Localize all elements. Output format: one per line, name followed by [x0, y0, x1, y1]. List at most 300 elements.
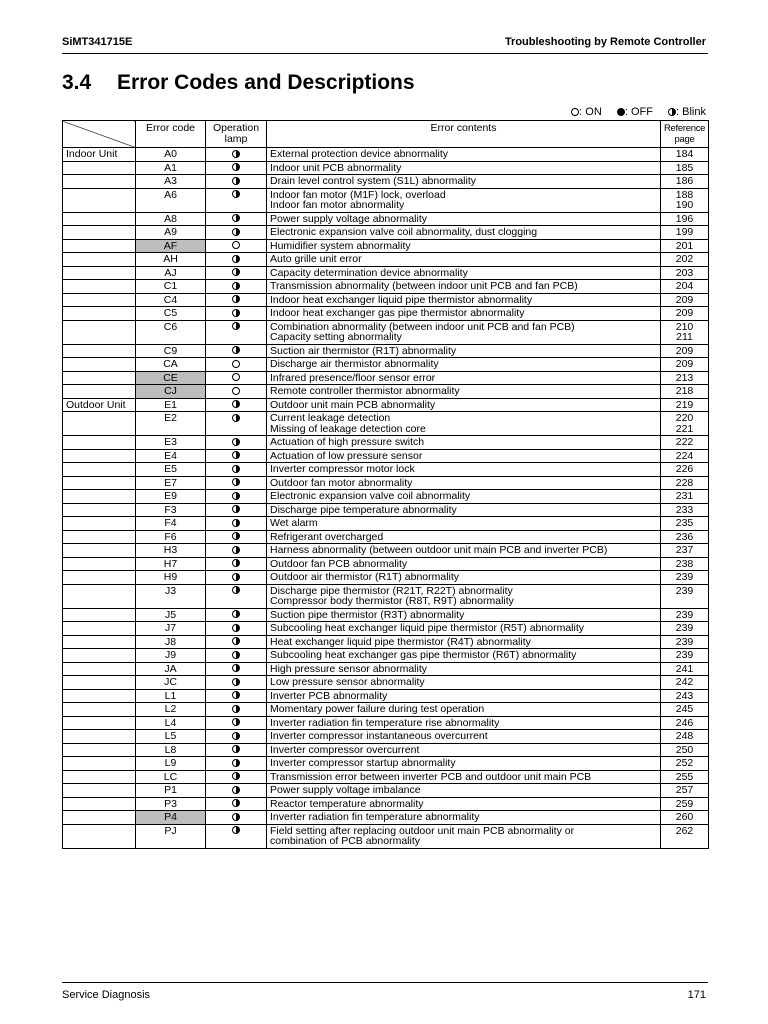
reference-page-number: 255: [675, 770, 694, 783]
error-description-line: High pressure sensor abnormality: [270, 662, 427, 675]
footer-rule: [62, 982, 708, 983]
unit-cell: [63, 175, 136, 189]
table-row: [63, 280, 709, 294]
reference-page-cell: [661, 743, 709, 757]
error-description-line: Power supply voltage imbalance: [270, 784, 421, 796]
lamp-on-icon: [232, 360, 240, 368]
unit-cell: Outdoor Unit: [63, 398, 136, 412]
error-description-line: Inverter radiation fin temperature abnormality: [270, 811, 480, 823]
lamp-blink-icon: [232, 759, 240, 767]
table-header-row: [63, 121, 709, 148]
lamp-cell: [206, 253, 267, 267]
lamp-on-icon: [571, 108, 579, 116]
table-row: [63, 490, 709, 504]
unit-cell: [63, 730, 136, 744]
unit-cell: [63, 490, 136, 504]
reference-page-number: 185: [675, 161, 694, 174]
error-description-line: Inverter PCB abnormality: [270, 689, 388, 702]
lamp-cell: [206, 689, 267, 703]
reference-page-number: 248: [675, 730, 694, 742]
error-description-line: Drain level control system (S1L) abnormality: [270, 175, 476, 187]
lamp-cell: [206, 517, 267, 531]
unit-cell: [63, 676, 136, 690]
table-row: [63, 476, 709, 490]
table-row: [63, 649, 709, 663]
reference-page-cell: [661, 811, 709, 825]
error-contents-cell: [267, 824, 661, 848]
reference-page-cell: [661, 385, 709, 399]
lamp-blink-icon: [232, 451, 240, 459]
lamp-blink-icon: [232, 150, 240, 158]
unit-cell: [63, 824, 136, 848]
error-contents-cell: [267, 344, 661, 358]
lamp-blink-icon: [668, 108, 676, 116]
unit-cell: [63, 344, 136, 358]
lamp-cell: [206, 212, 267, 226]
error-description-line: Indoor fan motor abnormality: [270, 199, 405, 211]
table-row: [63, 824, 709, 848]
unit-cell: [63, 635, 136, 649]
reference-page-cell: [661, 371, 709, 385]
table-row: [63, 266, 709, 280]
reference-page-cell: [661, 490, 709, 504]
unit-cell: [63, 226, 136, 240]
error-description-line: Indoor fan motor (M1F) lock, overload: [270, 188, 446, 201]
reference-page-cell: [661, 716, 709, 730]
error-code-cell: JC: [136, 676, 206, 690]
error-code-cell: H7: [136, 557, 206, 571]
error-contents-cell: [267, 307, 661, 321]
error-description-line: Electronic expansion valve coil abnormality, dust clogging: [270, 226, 538, 238]
reference-page-cell: [661, 344, 709, 358]
unit-cell: [63, 797, 136, 811]
error-contents-cell: [267, 770, 661, 784]
error-contents-cell: [267, 557, 661, 571]
reference-page-number: 220: [675, 412, 694, 424]
error-code-cell: F4: [136, 517, 206, 531]
reference-page-number: 209: [675, 293, 694, 306]
error-code-cell: H3: [136, 544, 206, 558]
error-description-line: Suction pipe thermistor (R3T) abnormality: [270, 608, 465, 621]
table-row: [63, 188, 709, 212]
lamp-cell: [206, 716, 267, 730]
unit-cell: [63, 571, 136, 585]
error-description-line: Indoor heat exchanger gas pipe thermistor abnormality: [270, 307, 525, 319]
lamp-cell: [206, 557, 267, 571]
error-contents-cell: [267, 161, 661, 175]
reference-page-cell: [661, 703, 709, 717]
unit-cell: [63, 503, 136, 517]
lamp-on-icon: [232, 373, 240, 381]
table-row: [63, 358, 709, 372]
error-code-cell: P4: [136, 811, 206, 825]
error-description-line: Inverter compressor instantaneous overcurrent: [270, 730, 488, 742]
table-row: [63, 398, 709, 412]
doc-id: SiMT341715E: [62, 36, 133, 48]
lamp-blink-icon: [232, 532, 240, 540]
table-row: [63, 436, 709, 450]
error-description-line: Actuation of high pressure switch: [270, 436, 425, 448]
header-error-contents: Error contents: [267, 121, 661, 148]
lamp-cell: [206, 358, 267, 372]
table-row: [63, 239, 709, 253]
error-description-line: Suction air thermistor (R1T) abnormality: [270, 344, 457, 357]
error-code-cell: L8: [136, 743, 206, 757]
error-description-line: Outdoor fan motor abnormality: [270, 476, 413, 489]
lamp-blink-icon: [232, 228, 240, 236]
error-code-cell: E2: [136, 412, 206, 436]
error-contents-cell: [267, 757, 661, 771]
lamp-blink-icon: [232, 678, 240, 686]
error-code-cell: J5: [136, 608, 206, 622]
table-row: [63, 371, 709, 385]
reference-page-number: 239: [675, 584, 694, 597]
table-row: [63, 784, 709, 798]
table-row: [63, 385, 709, 399]
lamp-blink-icon: [232, 400, 240, 408]
lamp-blink-icon: [232, 268, 240, 276]
error-description-line: Subcooling heat exchanger gas pipe thermistor (R6T) abnormality: [270, 649, 577, 661]
reference-page-cell: [661, 557, 709, 571]
reference-page-cell: [661, 449, 709, 463]
lamp-blink-icon: [232, 624, 240, 632]
lamp-cell: [206, 784, 267, 798]
table-row: [63, 571, 709, 585]
error-code-cell: J3: [136, 584, 206, 608]
unit-cell: [63, 280, 136, 294]
lamp-blink-icon: [232, 705, 240, 713]
reference-page-number: 202: [675, 253, 694, 265]
reference-page-cell: [661, 584, 709, 608]
error-contents-cell: [267, 358, 661, 372]
reference-page-number: 239: [675, 635, 694, 648]
table-row: [63, 770, 709, 784]
header-error-code: Error code: [136, 121, 206, 148]
legend-off: : OFF: [624, 106, 653, 118]
lamp-cell: [206, 824, 267, 848]
error-code-cell: C5: [136, 307, 206, 321]
error-contents-cell: [267, 463, 661, 477]
error-description-line: Harness abnormality (between outdoor unit main PCB and inverter PCB): [270, 544, 608, 556]
reference-page-cell: [661, 293, 709, 307]
page-number: 171: [687, 989, 706, 1001]
reference-page-cell: [661, 436, 709, 450]
reference-page-number: 252: [675, 757, 694, 769]
table-row: [63, 212, 709, 226]
reference-page-number: 199: [675, 226, 694, 238]
header-rule: [62, 53, 708, 54]
lamp-cell: [206, 476, 267, 490]
lamp-blink-icon: [232, 651, 240, 659]
lamp-cell: [206, 770, 267, 784]
error-description-line: Inverter compressor overcurrent: [270, 743, 420, 756]
error-code-cell: E4: [136, 449, 206, 463]
lamp-blink-icon: [232, 190, 240, 198]
unit-cell: [63, 307, 136, 321]
lamp-cell: [206, 175, 267, 189]
page-title-text: Error Codes and Descriptions: [117, 71, 415, 94]
lamp-blink-icon: [232, 519, 240, 527]
lamp-blink-icon: [232, 322, 240, 330]
reference-page-cell: [661, 517, 709, 531]
unit-cell: [63, 161, 136, 175]
unit-cell: [63, 320, 136, 344]
error-contents-cell: [267, 635, 661, 649]
error-code-cell: J7: [136, 622, 206, 636]
reference-page-number: 243: [675, 689, 694, 702]
reference-page-number: 260: [675, 811, 694, 823]
reference-page-number: 245: [675, 703, 694, 715]
reference-page-number: 236: [675, 530, 694, 543]
error-code-cell: AF: [136, 239, 206, 253]
error-code-table: [62, 120, 709, 849]
unit-cell: [63, 239, 136, 253]
error-code-cell: JA: [136, 662, 206, 676]
table-row: [63, 689, 709, 703]
table-row: [63, 293, 709, 307]
reference-page-cell: [661, 784, 709, 798]
error-contents-cell: [267, 649, 661, 663]
reference-page-cell: [661, 398, 709, 412]
unit-cell: [63, 449, 136, 463]
error-contents-cell: [267, 730, 661, 744]
error-code-cell: J8: [136, 635, 206, 649]
unit-cell: [63, 608, 136, 622]
error-contents-cell: [267, 476, 661, 490]
lamp-on-icon: [232, 387, 240, 395]
error-contents-cell: [267, 280, 661, 294]
lamp-cell: [206, 571, 267, 585]
error-code-cell: L9: [136, 757, 206, 771]
reference-page-number: 201: [675, 239, 694, 252]
error-description-line: Inverter compressor startup abnormality: [270, 757, 456, 769]
lamp-blink-icon: [232, 718, 240, 726]
error-contents-cell: [267, 148, 661, 162]
error-contents-cell: [267, 253, 661, 267]
error-description-line: Infrared presence/floor sensor error: [270, 371, 436, 384]
reference-page-cell: [661, 226, 709, 240]
error-description-line: Refrigerant overcharged: [270, 530, 384, 543]
reference-page-cell: [661, 188, 709, 212]
error-code-cell: F3: [136, 503, 206, 517]
reference-page-number: 186: [675, 175, 694, 187]
lamp-blink-icon: [232, 691, 240, 699]
error-contents-cell: [267, 716, 661, 730]
error-description-line: Inverter compressor motor lock: [270, 463, 415, 475]
error-contents-cell: [267, 398, 661, 412]
lamp-blink-icon: [232, 786, 240, 794]
lamp-blink-icon: [232, 177, 240, 185]
unit-cell: [63, 188, 136, 212]
table-row: [63, 622, 709, 636]
reference-page-number: 211: [676, 331, 693, 343]
error-description-line: Outdoor unit main PCB abnormality: [270, 398, 436, 411]
lamp-blink-icon: [232, 664, 240, 672]
lamp-off-icon: [617, 108, 625, 116]
error-description-line: Transmission error between inverter PCB and outdoor unit main PCB: [270, 770, 592, 783]
error-contents-cell: [267, 226, 661, 240]
error-description-line: Subcooling heat exchanger liquid pipe thermistor (R5T) abnormality: [270, 622, 584, 634]
error-contents-cell: [267, 293, 661, 307]
error-description-line: Field setting after replacing outdoor unit main PCB abnormality or: [270, 824, 575, 837]
reference-page-cell: [661, 530, 709, 544]
table-row: [63, 412, 709, 436]
error-code-cell: LC: [136, 770, 206, 784]
lamp-blink-icon: [232, 414, 240, 422]
error-description-line: Transmission abnormality (between indoor unit PCB and fan PCB): [270, 280, 578, 292]
unit-cell: [63, 436, 136, 450]
lamp-blink-icon: [232, 813, 240, 821]
reference-page-cell: [661, 161, 709, 175]
error-code-cell: CJ: [136, 385, 206, 399]
table-row: [63, 175, 709, 189]
reference-page-number: 239: [675, 608, 694, 621]
table-row: [63, 676, 709, 690]
error-code-cell: C6: [136, 320, 206, 344]
lamp-cell: [206, 371, 267, 385]
reference-page-number: 259: [675, 797, 694, 810]
error-contents-cell: [267, 689, 661, 703]
unit-cell: [63, 530, 136, 544]
reference-page-number: 257: [675, 784, 694, 796]
table-row: [63, 703, 709, 717]
error-description-line: Missing of leakage detection core: [270, 422, 426, 435]
error-description-line: Wet alarm: [270, 517, 318, 529]
table-row: [63, 530, 709, 544]
table-row: [63, 584, 709, 608]
lamp-cell: [206, 293, 267, 307]
table-row: [63, 226, 709, 240]
lamp-cell: [206, 226, 267, 240]
table-row: [63, 161, 709, 175]
lamp-cell: [206, 148, 267, 162]
error-code-cell: CA: [136, 358, 206, 372]
unit-cell: [63, 662, 136, 676]
error-contents-cell: [267, 449, 661, 463]
reference-page-cell: [661, 307, 709, 321]
unit-cell: [63, 266, 136, 280]
lamp-blink-icon: [232, 732, 240, 740]
error-description-line: Discharge pipe temperature abnormality: [270, 503, 457, 516]
lamp-cell: [206, 530, 267, 544]
error-description-line: Capacity determination device abnormality: [270, 266, 468, 279]
table-row: [63, 730, 709, 744]
lamp-blink-icon: [232, 546, 240, 554]
lamp-cell: [206, 188, 267, 212]
reference-page-cell: [661, 676, 709, 690]
lamp-blink-icon: [232, 282, 240, 290]
table-row: [63, 757, 709, 771]
page-title-number: 3.4: [62, 71, 92, 94]
header-operation-lamp: Operation lamp: [206, 121, 267, 148]
error-description-line: Capacity setting abnormality: [270, 331, 402, 343]
reference-page-cell: [661, 476, 709, 490]
error-description-line: Compressor body thermistor (R8T, R9T) abnormality: [270, 595, 514, 607]
lamp-blink-icon: [232, 505, 240, 513]
lamp-blink-icon: [232, 465, 240, 473]
error-description-line: Combination abnormality (between indoor unit PCB and fan PCB): [270, 320, 575, 333]
reference-page-cell: [661, 730, 709, 744]
reference-page-number: 224: [675, 449, 694, 462]
unit-cell: [63, 293, 136, 307]
lamp-cell: [206, 703, 267, 717]
reference-page-number: 203: [675, 266, 694, 279]
reference-page-cell: [661, 635, 709, 649]
reference-page-number: 221: [675, 422, 694, 435]
reference-page-number: 238: [675, 557, 694, 570]
error-contents-cell: [267, 662, 661, 676]
lamp-blink-icon: [232, 799, 240, 807]
error-contents-cell: [267, 188, 661, 212]
unit-cell: [63, 544, 136, 558]
error-contents-cell: [267, 490, 661, 504]
error-description-line: Heat exchanger liquid pipe thermistor (R4T) abnormality: [270, 635, 531, 648]
unit-cell: Indoor Unit: [63, 148, 136, 162]
section-title: Troubleshooting by Remote Controller: [504, 36, 706, 48]
error-description-line: Auto grille unit error: [270, 253, 362, 265]
reference-page-number: 184: [675, 148, 694, 160]
error-description-line: Inverter radiation fin temperature rise abnormality: [270, 716, 500, 729]
reference-page-cell: [661, 649, 709, 663]
reference-page-number: 188: [675, 188, 694, 201]
error-code-cell: C9: [136, 344, 206, 358]
lamp-cell: [206, 449, 267, 463]
reference-page-number: 190: [675, 199, 694, 211]
lamp-cell: [206, 280, 267, 294]
reference-page-number: 209: [675, 344, 694, 357]
unit-cell: [63, 689, 136, 703]
reference-page-number: 210: [675, 320, 694, 333]
reference-page-cell: [661, 770, 709, 784]
error-description-line: Outdoor fan PCB abnormality: [270, 557, 408, 570]
reference-page-number: 228: [675, 476, 694, 489]
unit-cell: [63, 212, 136, 226]
error-code-cell: C4: [136, 293, 206, 307]
lamp-cell: [206, 503, 267, 517]
lamp-cell: [206, 398, 267, 412]
error-contents-cell: [267, 608, 661, 622]
unit-cell: [63, 253, 136, 267]
table-row: [63, 517, 709, 531]
lamp-cell: [206, 662, 267, 676]
error-contents-cell: [267, 266, 661, 280]
error-contents-cell: [267, 371, 661, 385]
reference-page-cell: [661, 212, 709, 226]
reference-page-cell: [661, 503, 709, 517]
legend-on: : ON: [579, 106, 602, 118]
table-row: [63, 608, 709, 622]
error-contents-cell: [267, 811, 661, 825]
lamp-cell: [206, 584, 267, 608]
lamp-cell: [206, 811, 267, 825]
error-contents-cell: [267, 703, 661, 717]
error-description-line: Reactor temperature abnormality: [270, 797, 424, 810]
error-code-cell: A3: [136, 175, 206, 189]
error-description-line: Indoor heat exchanger liquid pipe thermistor abnormality: [270, 293, 533, 306]
lamp-blink-icon: [232, 478, 240, 486]
reference-page-number: 213: [675, 371, 694, 384]
table-row: [63, 503, 709, 517]
error-code-cell: PJ: [136, 824, 206, 848]
error-description-line: External protection device abnormality: [270, 148, 449, 160]
error-description-line: Humidifier system abnormality: [270, 239, 411, 252]
unit-cell: [63, 757, 136, 771]
error-contents-cell: [267, 436, 661, 450]
lamp-blink-icon: [232, 438, 240, 446]
error-code-cell: A9: [136, 226, 206, 240]
lamp-blink-icon: [232, 295, 240, 303]
error-contents-cell: [267, 517, 661, 531]
